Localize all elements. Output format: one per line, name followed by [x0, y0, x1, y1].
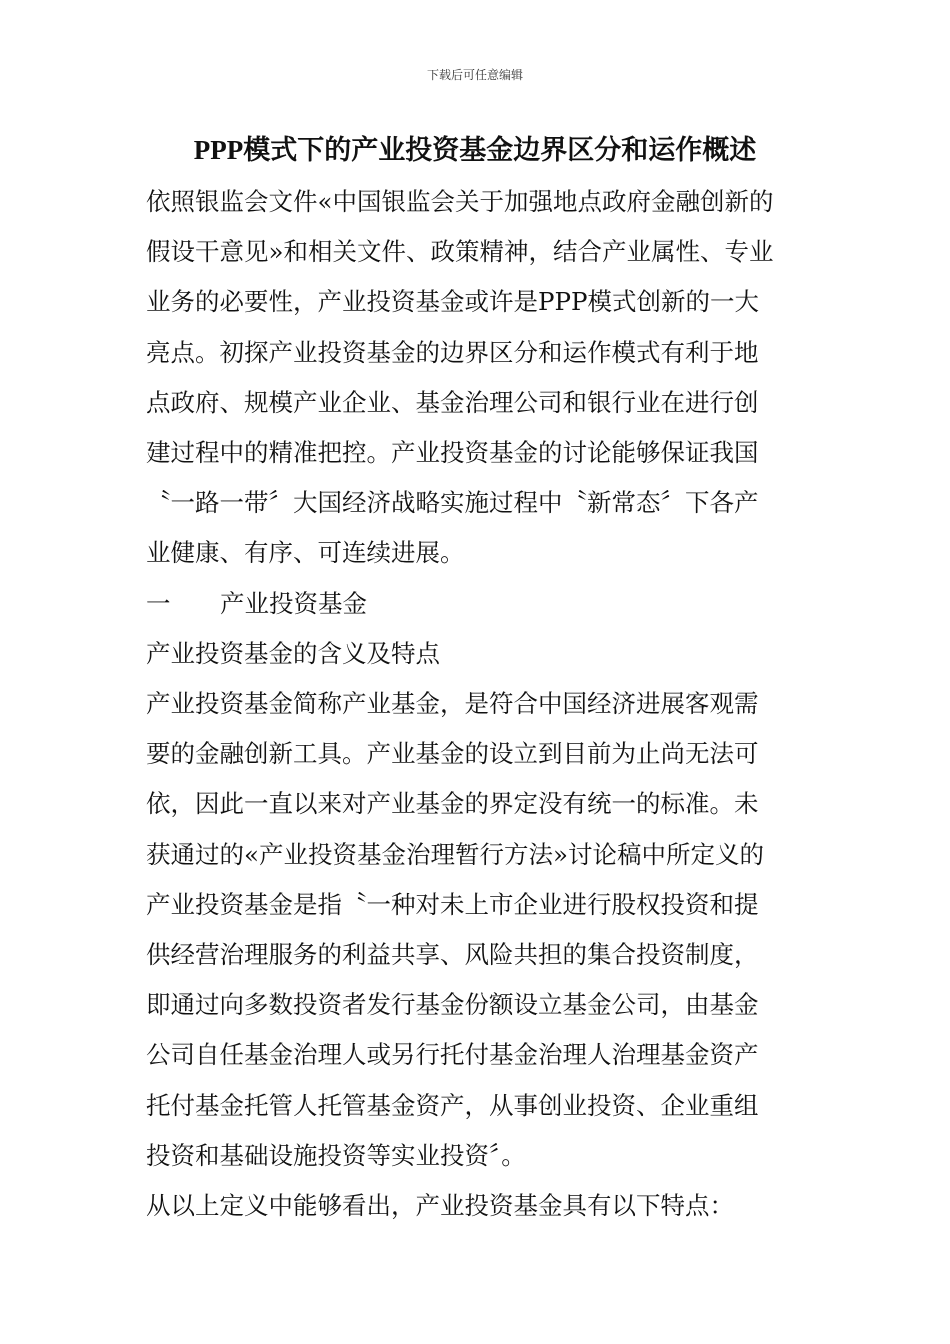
definition-line: 获通过的«产业投资基金治理暂行方法»讨论稿中所定义的: [146, 839, 764, 869]
intro-line: 〝一路一带〞大国经济战略实施过程中〝新常态〞下各产: [146, 488, 759, 518]
definition-paragraph: [146, 679, 806, 1181]
intro-line: 依照银监会文件«中国银监会关于加强地点政府金融创新的: [146, 187, 774, 216]
intro-line: 建过程中的精准把控。产业投资基金的讨论能够保证我国: [146, 438, 759, 468]
document-title: PPP模式下的产业投资基金边界区分和运作概述: [193, 135, 757, 165]
closing-paragraph: [146, 1181, 806, 1231]
definition-line: 产业投资基金简称产业基金，是符合中国经济进展客观需: [146, 689, 759, 719]
intro-line: 业健康、有序、可连续进展。: [146, 538, 465, 568]
definition-line: 托付基金托管人托管基金资产，从事创业投资、企业重组: [146, 1090, 759, 1120]
section-number: 一: [146, 588, 171, 618]
intro-line: 亮点。初探产业投资基金的边界区分和运作模式有利于地: [146, 337, 759, 367]
definition-line: 公司自任基金治理人或另行托付基金治理人治理基金资产: [146, 1040, 759, 1070]
subheading-text: 产业投资基金的含义及特点: [146, 638, 440, 668]
definition-line: 即通过向多数投资者发行基金份额设立基金公司，由基金: [146, 990, 759, 1020]
intro-paragraph: [146, 177, 806, 579]
definition-line: 投资和基础设施投资等实业投资〞。: [146, 1140, 526, 1170]
section-heading: [146, 579, 806, 629]
document-body: [146, 177, 806, 1231]
definition-line: 供经营治理服务的利益共享、风险共担的集合投资制度，: [146, 940, 759, 970]
intro-line: 点政府、规模产业企业、基金治理公司和银行业在进行创: [146, 387, 759, 417]
subheading: [146, 629, 806, 679]
definition-line: 产业投资基金是指〝一种对未上市企业进行股权投资和提: [146, 889, 759, 919]
closing-line: 从以上定义中能够看出，产业投资基金具有以下特点：: [146, 1191, 734, 1221]
intro-line: 假设干意见»和相关文件、政策精神，结合产业属性、专业: [146, 237, 774, 267]
definition-line: 要的金融创新工具。产业基金的设立到目前为止尚无法可: [146, 739, 759, 769]
header-note: 下载后可任意编辑: [426, 68, 523, 82]
section-heading-text: 产业投资基金: [220, 588, 367, 618]
intro-line: 业务的必要性，产业投资基金或许是PPP模式创新的一大: [146, 287, 759, 317]
definition-line: 依，因此一直以来对产业基金的界定没有统一的标准。未: [146, 789, 759, 819]
